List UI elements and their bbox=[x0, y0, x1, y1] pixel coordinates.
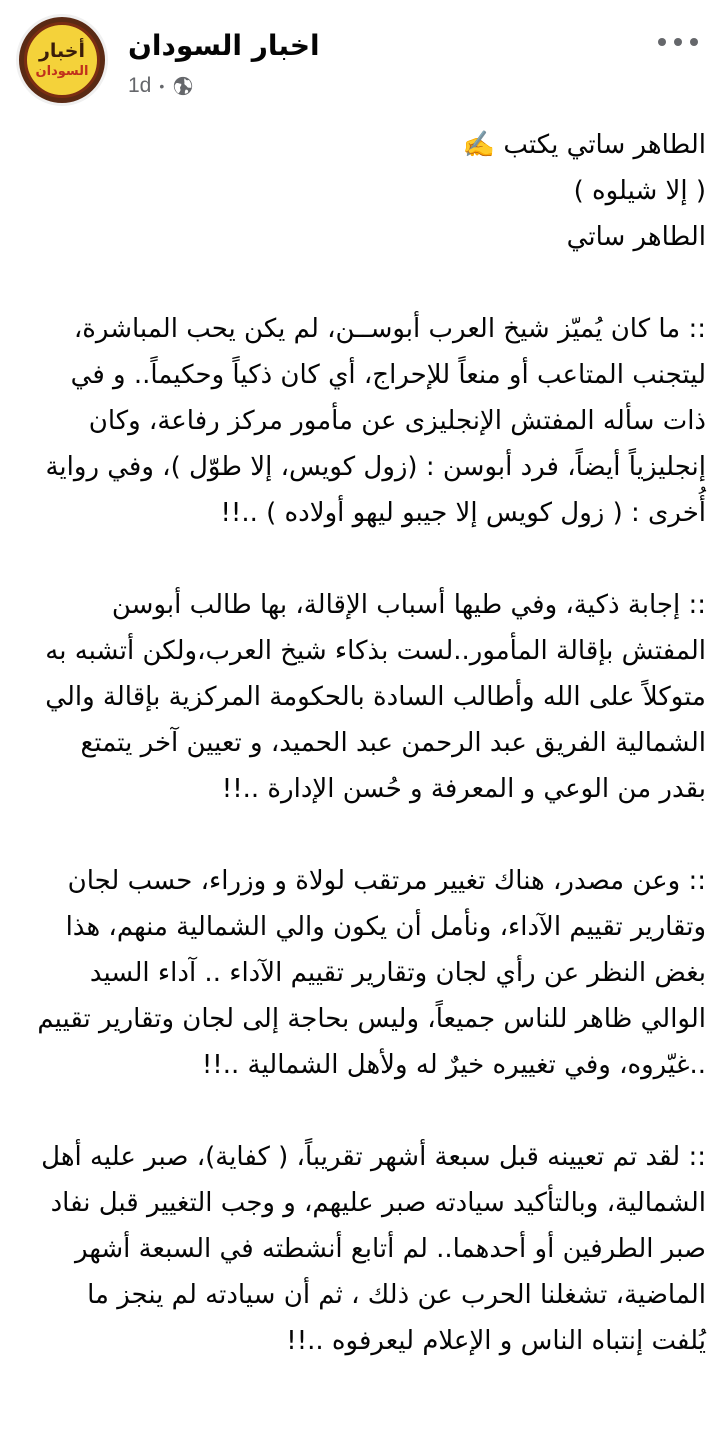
post-paragraph: :: ما كان يُميّز شيخ العرب أبوســن، لم يكن يحب المباشرة، ليتجنب المتاعب أو منعاً للإحراج، أي كان ذكياً وحكيماً.. و في ذات سأله المفتش الإنجليزى عن مأمور مركز رفاعة، وكان إنجليزياً أيضاً، فرد أبوسن : (زول كويس، إلا طوّل )، وفي رواية أُخرى : ( زول كويس إلا جيبو ليهو أولاده ) ..!! bbox=[45, 314, 706, 528]
page-name-link[interactable]: اخبار السودان bbox=[128, 29, 320, 62]
paragraph-gap bbox=[36, 812, 706, 858]
post-timestamp[interactable]: 1d bbox=[128, 74, 152, 97]
paragraph-gap bbox=[36, 536, 706, 582]
avatar-logo bbox=[24, 22, 100, 98]
post-meta bbox=[128, 72, 194, 100]
post-paragraph: :: إجابة ذكية، وفي طيها أسباب الإقالة، بها طالب أبوسن المفتش بإقالة المأمور..لست بذكاء شيخ العرب،ولكن أتشبه به متوكلاً على الله وأطالب السادة بالحكومة المركزية بإقالة والي الشمالية الفريق عبد الرحمن عبد الحميد، و تعيين آخر يتمتع بقدر من الوعي و المعرفة و حُسن الإدارة ..!! bbox=[45, 590, 706, 804]
avatar-logo-text-bottom: السودان bbox=[35, 64, 89, 79]
paragraph-gap bbox=[36, 1088, 706, 1134]
post-title-line: الطاهر ساتي bbox=[566, 222, 706, 252]
more-dot bbox=[658, 38, 666, 46]
more-options-button[interactable] bbox=[658, 28, 698, 56]
meta-separator: • bbox=[159, 78, 165, 94]
post-paragraph: :: وعن مصدر، هناك تغيير مرتقب لولاة و وزراء، حسب لجان وتقارير تقييم الآداء، ونأمل أن يكون والي الشمالية منهم، هذا بغض النظر عن رأي لجان وتقارير تقييم الآداء .. آداء السيد الوالي ظاهر للناس جميعاً، وليس بحاجة إلى لجان وتقارير تقييم ..غيّروه، وفي تغييره خيرٌ له ولأهل الشمالية ..!! bbox=[37, 866, 706, 1080]
post-title-line: ( إلا شيلوه ) bbox=[573, 176, 706, 206]
more-dot bbox=[690, 38, 698, 46]
post-text bbox=[36, 122, 706, 1364]
globe-icon[interactable] bbox=[172, 75, 194, 97]
post-title-line: الطاهر ساتي يكتب ✍️ bbox=[462, 130, 706, 160]
post-header bbox=[0, 0, 720, 110]
post-paragraph: :: لقد تم تعيينه قبل سبعة أشهر تقريباً، ( كفاية)، صبر عليه أهل الشمالية، وبالتأكيد سيادته صبر عليهم، و وجب التغيير قبل نفاد صبر الطرفين أو أحدهما.. لم أتابع أنشطته في السبعة أشهر الماضية، تشغلنا الحرب عن ذلك ، ثم أن سيادته لم ينجز ما يُلفت إنتباه الناس و الإعلام ليعرفوه ..!! bbox=[41, 1142, 706, 1356]
avatar-logo-text-top: أخبار bbox=[38, 40, 86, 62]
page-avatar[interactable] bbox=[16, 14, 108, 106]
paragraph-gap bbox=[36, 260, 706, 306]
more-dot bbox=[674, 38, 682, 46]
